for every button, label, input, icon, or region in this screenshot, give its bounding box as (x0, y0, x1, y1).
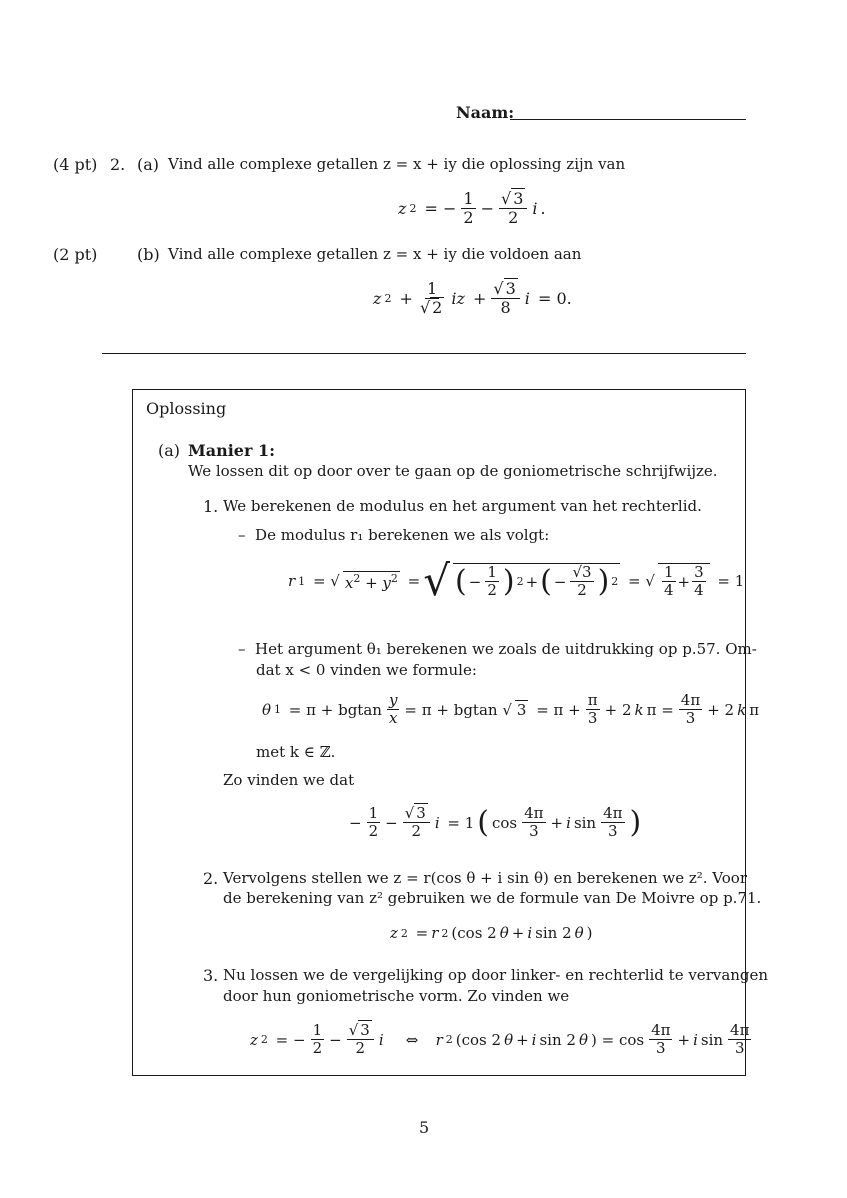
points-b: (2 pt) (53, 245, 98, 264)
met-k: met k ∈ ℤ. (256, 743, 336, 761)
solution-title: Oplossing (146, 399, 227, 418)
name-label: Naam: (456, 103, 515, 122)
step1-text: We berekenen de modulus en het argument van het rechterlid. (223, 497, 702, 515)
question-b-label: (b) (137, 245, 160, 264)
dash1-text: De modulus r₁ berekenen we als volgt: (255, 526, 550, 544)
dash2-line2: dat x < 0 vinden we formule: (256, 661, 477, 679)
question-a-formula: z 2 = − $\frac{1}{2}$ − $\frac{√ 3}{2}$ i . (398, 189, 546, 228)
question-number: 2. (110, 155, 126, 174)
step3-line1: Nu lossen we de vergelijking op door linker- en rechterlid te vervangen (223, 966, 769, 984)
separator-line (102, 353, 746, 354)
manier-heading: Manier 1: (188, 441, 276, 460)
step2-number: 2. (203, 869, 219, 888)
equation-moivre: z 2 = r 2 (cos 2 θ + i sin 2 θ ) (390, 924, 593, 942)
equation-r1: r 1 = √ $x^2 + y^2$ = √ ( − $\frac{1}{2}$ ) 2 + ( − $\frac{√3}{2}$ ) 2 = √ $\frac{1}{4}$ + $\frac{3}{4}$ = 1 (288, 556, 745, 605)
question-a-label: (a) (137, 155, 160, 174)
dash2-line1: Het argument θ₁ berekenen we zoals de uitdrukking op p.57. Om- (255, 640, 757, 658)
dash1: – De modulus r₁ berekenen we als volgt: (238, 526, 550, 544)
step2-line2: de berekening van z² gebruiken we de formule van De Moivre op p.71. (223, 889, 762, 907)
zo-vinden: Zo vinden we dat (223, 771, 355, 789)
name-line (510, 119, 746, 120)
points-a: (4 pt) (53, 155, 98, 174)
step1-number: 1. (203, 497, 219, 516)
question-a-text: Vind alle complexe getallen z = x + iy die oplossing zijn van (168, 155, 626, 173)
question-b-text: Vind alle complexe getallen z = x + iy die voldoen aan (168, 245, 582, 263)
step2-line1: Vervolgens stellen we z = r(cos θ + i sin θ) en berekenen we z². Voor (223, 869, 747, 887)
equation-polar: − $\frac{1}{2}$ − $\frac{√ 3}{2}$ i = 1 ( cos $\frac{4\pi}{3}$ + i sin $\frac{4\pi}{3}$ ) (349, 804, 642, 841)
step3-line2: door hun goniometrische vorm. Zo vinden we (223, 987, 570, 1005)
page-number: 5 (419, 1118, 430, 1137)
equation-theta: θ 1 = π + bgtan $\frac{y}{x}$ = π + bgtan √ 3 = π + $\frac{\pi}{3}$ + 2 k π = $\frac{4\pi}{3}$ + 2 k π (262, 691, 760, 728)
solution-a-label: (a) (158, 441, 181, 460)
step3-number: 3. (203, 966, 219, 985)
solution-intro: We lossen dit op door over te gaan op de goniometrische schrijfwijze. (188, 462, 718, 480)
equation-final: z 2 = − $\frac{1}{2}$ − $\frac{√ 3}{2}$ i ⇔ r 2 (cos 2 θ + i sin 2 θ ) = cos $\frac{4\pi}{3}$ + i sin $\frac{4\pi}{3}$ (250, 1021, 750, 1058)
question-b-formula: z 2 + $\frac{1}{√ 2}$ iz + $\frac{√ 3}{8}$ i = 0. (373, 279, 572, 318)
dash2: – Het argument θ₁ berekenen we zoals de uitdrukking op p.57. Om- (238, 640, 757, 658)
